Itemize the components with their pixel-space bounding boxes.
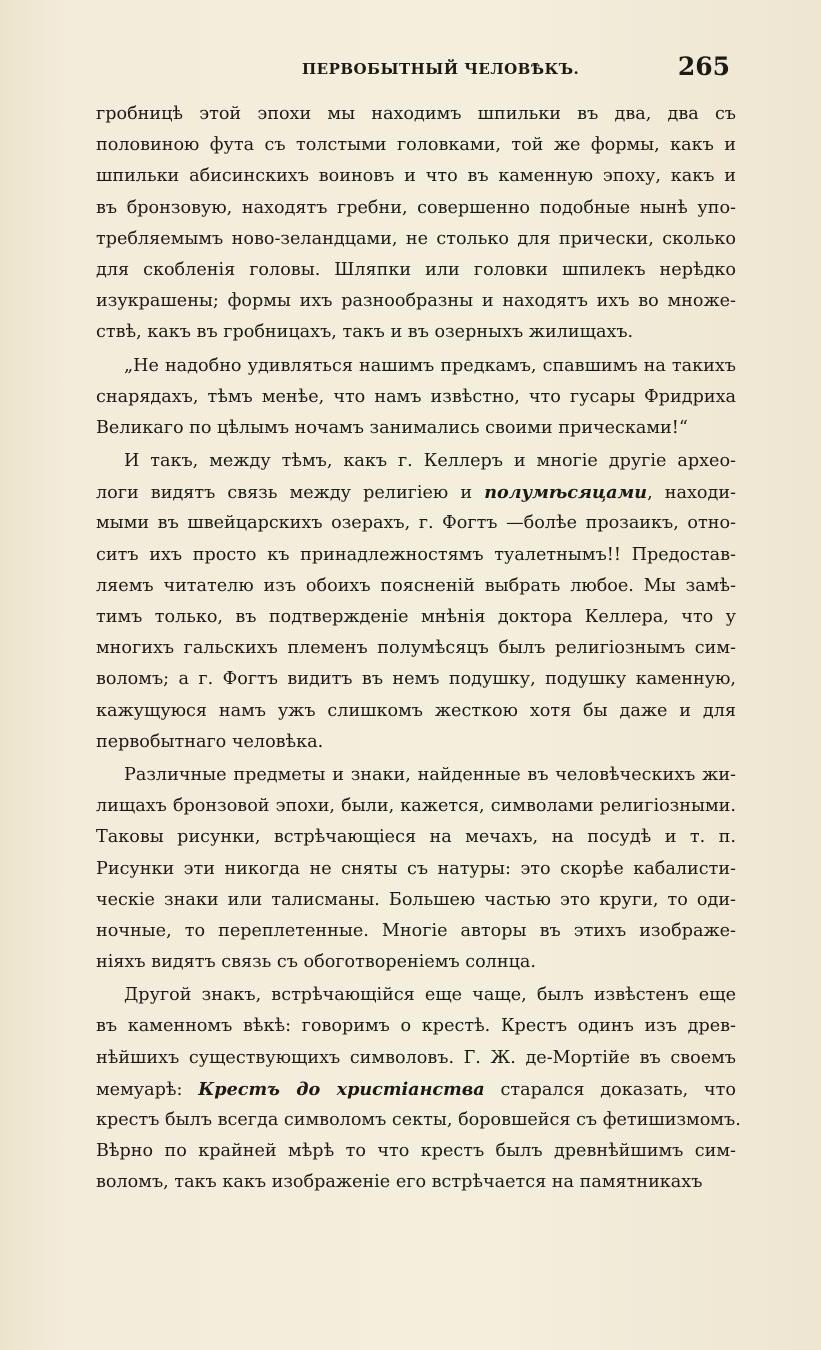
text-segment: шпильки абисинскихъ воиновъ и что въ каменную эпоху, какъ и bbox=[96, 166, 736, 187]
text-line bbox=[96, 99, 736, 130]
text-line bbox=[96, 696, 736, 727]
text-line bbox=[96, 508, 736, 539]
paragraph bbox=[96, 446, 736, 758]
text-line bbox=[96, 1167, 736, 1198]
text-segment: мыми въ швейцарскихъ озерахъ, г. Фогтъ —болѣе прозаикъ, отно- bbox=[96, 513, 736, 534]
text-line bbox=[96, 916, 736, 947]
text-line bbox=[96, 1011, 736, 1042]
page-number: 265 bbox=[677, 52, 730, 81]
text-line bbox=[96, 602, 736, 633]
text-line bbox=[96, 193, 736, 224]
text-line bbox=[96, 317, 736, 348]
text-segment: мемуарѣ: bbox=[96, 1079, 199, 1100]
text-segment: крестъ былъ всегда символомъ секты, боровшейся съ фетишизмомъ. bbox=[96, 1110, 741, 1130]
paragraph bbox=[96, 980, 741, 1198]
text-segment: И такъ, между тѣмъ, какъ г. Келлеръ и многіе другіе архео- bbox=[124, 451, 736, 472]
text-segment: Таковы рисунки, встрѣчающіеся на мечахъ, на посудѣ и т. п. bbox=[96, 827, 736, 848]
text-line bbox=[96, 1136, 736, 1167]
body-text bbox=[96, 99, 741, 1199]
text-segment: снарядахъ, тѣмъ менѣе, что намъ извѣстно, что гусары Фридриха bbox=[96, 386, 736, 407]
text-line bbox=[96, 980, 736, 1011]
text-line bbox=[96, 224, 736, 255]
text-segment: , находи- bbox=[647, 483, 737, 504]
text-line bbox=[96, 413, 736, 444]
text-segment: первобытнаго человѣка. bbox=[96, 731, 324, 752]
text-line bbox=[96, 286, 736, 317]
text-segment: многихъ гальскихъ племенъ полумѣсяцъ былъ религіознымъ сим- bbox=[96, 638, 736, 659]
text-segment: кажущуюся намъ ужъ слишкомъ жесткою хотя бы даже и для bbox=[96, 700, 736, 721]
text-segment: тимъ только, въ подтвержденіе мнѣнія доктора Келлера, что у bbox=[96, 607, 736, 627]
text-segment: ляемъ читателю изъ обоихъ поясненій выбрать любое. Мы замѣ- bbox=[96, 575, 736, 596]
text-segment: ческіе знаки или талисманы. Большею частью это круги, то оди- bbox=[96, 889, 736, 910]
text-line bbox=[96, 255, 736, 286]
text-segment: требляемымъ ново-зеландцами, не столько для прически, сколько bbox=[96, 228, 736, 249]
text-line bbox=[96, 540, 736, 571]
paragraph bbox=[96, 99, 736, 349]
emphasized-text: полумѣсяцами bbox=[484, 482, 648, 504]
text-line bbox=[96, 477, 736, 508]
text-segment: ніяхъ видятъ связь съ обоготвореніемъ солнца. bbox=[96, 952, 536, 973]
text-segment: лищахъ бронзовой эпохи, были, кажется, символами религіозными. bbox=[96, 796, 736, 817]
text-line bbox=[96, 791, 736, 822]
paragraph bbox=[96, 760, 736, 978]
text-segment: ночные, то переплетенные. Многіе авторы въ этихъ изображе- bbox=[96, 920, 736, 941]
text-segment: Вѣрно по крайней мѣрѣ то что крестъ былъ древнѣйшимъ сим- bbox=[96, 1141, 736, 1162]
text-line bbox=[96, 885, 736, 916]
text-segment: въ каменномъ вѣкѣ: говоримъ о крестѣ. Крестъ одинъ изъ древ- bbox=[96, 1016, 736, 1037]
text-segment: старался доказать, что bbox=[484, 1079, 736, 1100]
text-line bbox=[96, 664, 736, 695]
text-line bbox=[96, 947, 736, 978]
text-segment: Рисунки эти никогда не сняты съ натуры: это скорѣе кабалисти- bbox=[96, 858, 736, 879]
text-line bbox=[96, 854, 736, 885]
text-line bbox=[96, 130, 736, 161]
text-line bbox=[96, 382, 736, 413]
text-segment: „Не надобно удивляться нашимъ предкамъ, спавшимъ на такихъ bbox=[124, 355, 736, 376]
text-line bbox=[96, 446, 736, 477]
running-header bbox=[94, 50, 738, 90]
text-segment: изукрашены; формы ихъ разнообразны и находятъ ихъ во множе- bbox=[96, 291, 736, 312]
text-line bbox=[96, 1074, 736, 1105]
text-line bbox=[96, 1043, 736, 1074]
text-line bbox=[96, 727, 736, 758]
text-line bbox=[96, 351, 736, 382]
text-segment: ствѣ, какъ въ гробницахъ, такъ и въ озерныхъ жилищахъ. bbox=[96, 322, 634, 343]
text-segment: воломъ; а г. Фогтъ видитъ въ немъ подушку, подушку каменную, bbox=[96, 669, 736, 690]
text-segment: гробницѣ этой эпохи мы находимъ шпильки въ два, два съ bbox=[96, 104, 736, 124]
text-line bbox=[96, 161, 736, 192]
paragraph bbox=[96, 351, 736, 445]
text-segment: ситъ ихъ просто къ принадлежностямъ туалетнымъ!! Предостав- bbox=[96, 544, 736, 565]
text-segment: воломъ, такъ какъ изображеніе его встрѣчается на памятникахъ bbox=[96, 1172, 703, 1193]
text-segment: для скобленія головы. Шляпки или головки шпилекъ нерѣдко bbox=[96, 259, 736, 280]
text-segment: въ бронзовую, находятъ гребни, совершенно подобные нынѣ упо- bbox=[96, 197, 736, 218]
text-segment: половиною фута съ толстыми головками, той же формы, какъ и bbox=[96, 135, 736, 156]
text-segment: Различные предметы и знаки, найденные въ человѣческихъ жи- bbox=[124, 764, 736, 785]
text-segment: нѣйшихъ существующихъ символовъ. Г. Ж. де-Мортійе въ своемъ bbox=[96, 1047, 736, 1068]
text-segment: логи видятъ связь между религіею и bbox=[96, 483, 485, 504]
text-line bbox=[96, 822, 736, 853]
text-segment: Другой знакъ, встрѣчающійся еще чаще, былъ извѣстенъ еще bbox=[124, 985, 736, 1006]
text-segment: Великаго по цѣлымъ ночамъ занимались своими прическами!“ bbox=[96, 417, 688, 438]
text-line bbox=[96, 1105, 741, 1136]
text-line bbox=[96, 571, 736, 602]
running-title: ПЕРВОБЫТНЫЙ ЧЕЛОВѢКЪ. bbox=[302, 60, 580, 78]
text-line bbox=[96, 633, 736, 664]
text-line bbox=[96, 760, 736, 791]
emphasized-text: Крестъ до христіанства bbox=[198, 1078, 485, 1100]
